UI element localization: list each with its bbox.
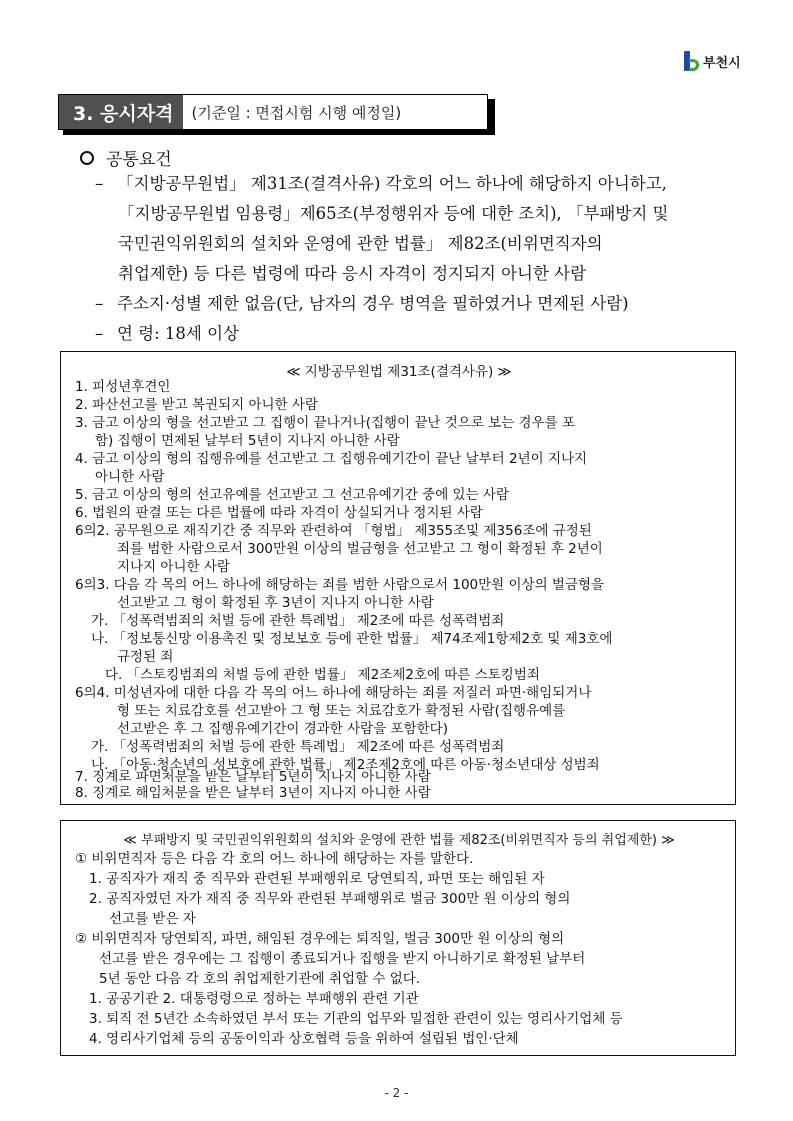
box31-line: 가. 「성폭력범죄의 처벌 등에 관한 특례법」 제2조에 따른 성폭력범죄: [91, 739, 505, 755]
box31-line: 6의2. 공무원으로 재직기간 중 직무와 관련하여 「형법」 제355조및 제356조에 규정된: [75, 523, 592, 539]
box31-line: 3. 금고 이상의 형을 선고받고 그 집행이 끝나거나(집행이 끝난 것으로 보는 경우를 포: [75, 415, 575, 431]
requirement-2: – 주소지·성별 제한 없음(단, 남자의 경우 병역을 필하였거나 면제된 사람): [95, 294, 629, 313]
box31-line: 4. 금고 이상의 형의 집행유예를 선고받고 그 집행유예기간이 끝난 날부터 2년이 지나지: [75, 451, 588, 467]
requirement-1-line-4: 취업제한) 등 다른 법령에 따라 응시 자격이 정지되지 아니한 사람: [118, 264, 587, 283]
box82-line: 5년 동안 다음 각 호의 취업제한기관에 취업할 수 없다.: [99, 971, 421, 987]
requirement-1-line-1: – 「지방공무원법」 제31조(결격사유) 각호의 어느 하나에 해당하지 아니하고,: [95, 174, 667, 193]
box31-line: 6. 법원의 판결 또는 다른 법률에 따라 자격이 상실되거나 정지된 사람: [75, 505, 483, 521]
box31-line: 6의3. 다음 각 목의 어느 하나에 해당하는 죄를 범한 사람으로서 100만원 이상의 벌금형을: [75, 577, 605, 593]
box31-line: 다. 「스토킹범죄의 처벌 등에 관한 법률」 제2조제2호에 따른 스토킹범죄: [105, 667, 540, 683]
box82-line: ① 비위면직자 등은 다음 각 호의 어느 하나에 해당하는 자를 말한다.: [75, 851, 474, 867]
employment-restriction-box: [60, 820, 736, 1056]
disqualification-box: [60, 351, 736, 805]
section-title: 3. 응시자격: [59, 95, 183, 129]
requirement-1-line-2: 「지방공무원법 임용령」제65조(부정행위자 등에 대한 조치), 「부패방지 및: [118, 204, 669, 223]
box82-line: 1. 공공기관 2. 대통령령으로 정하는 부패행위 관련 기관: [89, 991, 419, 1007]
box31-line: 가. 「성폭력범죄의 처벌 등에 관한 특례법」 제2조에 따른 성폭력범죄: [91, 613, 505, 629]
box31-line: 아니한 사람: [95, 469, 165, 485]
bucheon-logo: [684, 50, 741, 72]
box31-line: 1. 피성년후견인: [75, 379, 171, 395]
box31-line: 함) 집행이 면제된 날부터 5년이 지나지 아니한 사람: [95, 433, 400, 449]
employment-restriction-box-title: ≪ 부패방지 및 국민권익위원회의 설치와 운영에 관한 법률 제82조(비위면직자 등의 취업제한) ≫: [123, 833, 675, 848]
common-requirements-heading: [80, 145, 172, 170]
box31-line: 5. 금고 이상의 형의 선고유예를 선고받고 그 선고유예기간 중에 있는 사람: [75, 487, 509, 503]
requirement-3: – 연 령: 18세 이상: [95, 324, 239, 343]
common-heading-text: 공통요건: [106, 150, 172, 170]
box31-line: 규정된 죄: [117, 649, 174, 665]
section-subtitle: (기준일 : 면접시험 시행 예정일): [191, 103, 402, 122]
box82-line: 1. 공직자가 재직 중 직무와 관련된 부패행위로 당연퇴직, 파면 또는 해임된 자: [89, 871, 545, 887]
disqualification-box-title: ≪ 지방공무원법 제31조(결격사유) ≫: [286, 364, 512, 380]
box31-line: 선고받고 그 형이 확정된 후 3년이 지나지 아니한 사람: [117, 595, 434, 611]
circle-bullet-icon: [80, 151, 94, 165]
box31-line: 형 또는 치료감호를 선고받아 그 형 또는 치료감호가 확정된 사람(집행유예를: [117, 703, 566, 719]
box31-line: 6의4. 미성년자에 대한 다음 각 목의 어느 하나에 해당하는 죄를 저질러 파면·해임되거나: [75, 685, 592, 701]
box82-line: 2. 공직자였던 자가 재직 중 직무와 관련된 부패행위로 벌금 300만 원 이상의 형의: [89, 891, 571, 907]
box31-line: 나. 「정보통신망 이용촉진 및 정보보호 등에 관한 법률」 제74조제1항제2호 및 제3호에: [91, 631, 613, 647]
box82-line: 3. 퇴직 전 5년간 소속하였던 부서 또는 기관의 업무와 밀접한 관련이 있는 영리사기업체 등: [89, 1011, 623, 1027]
box31-line: 선고받은 후 그 집행유예기간이 경과한 사람을 포함한다): [117, 721, 448, 737]
box31-line: 7. 징계로 파면처분을 받은 날부터 5년이 지나지 아니한 사람: [75, 769, 431, 785]
box82-line: 선고를 받은 경우에는 그 집행이 종료되거나 집행을 받지 아니하기로 확정된 날부터: [99, 951, 586, 967]
box82-line: 선고를 받은 자: [109, 911, 196, 927]
section-heading: [58, 94, 495, 136]
page-number: - 2 -: [384, 1086, 409, 1100]
logo-text: 부천시: [703, 55, 741, 71]
box31-line: 지나지 아니한 사람: [117, 559, 230, 575]
requirement-1-line-3: 국민권익위원회의 설치와 운영에 관한 법률」 제82조(비위면직자의: [118, 234, 603, 253]
box31-line: 죄를 범한 사람으로서 300만원 이상의 벌금형을 선고받고 그 형이 확정된 후 2년이: [117, 541, 603, 557]
box31-line: 8. 징계로 해임처분을 받은 날부터 3년이 지나지 아니한 사람: [75, 785, 431, 801]
bucheon-city-logo-icon: [684, 51, 699, 71]
box82-line: ② 비위면직자 당연퇴직, 파면, 해임된 경우에는 퇴직일, 벌금 300만 원 이상의 형의: [75, 931, 565, 947]
box31-line: 2. 파산선고를 받고 복권되지 아니한 사람: [75, 397, 318, 413]
box82-line: 4. 영리사기업체 등의 공동이익과 상호협력 등을 위하여 설립된 법인·단체: [89, 1031, 519, 1047]
box31-line: 나. 「아동·청소년의 성보호에 관한 법률」 제2조제2호에 따른 아동·청소년대상 성범죄: [91, 757, 600, 773]
